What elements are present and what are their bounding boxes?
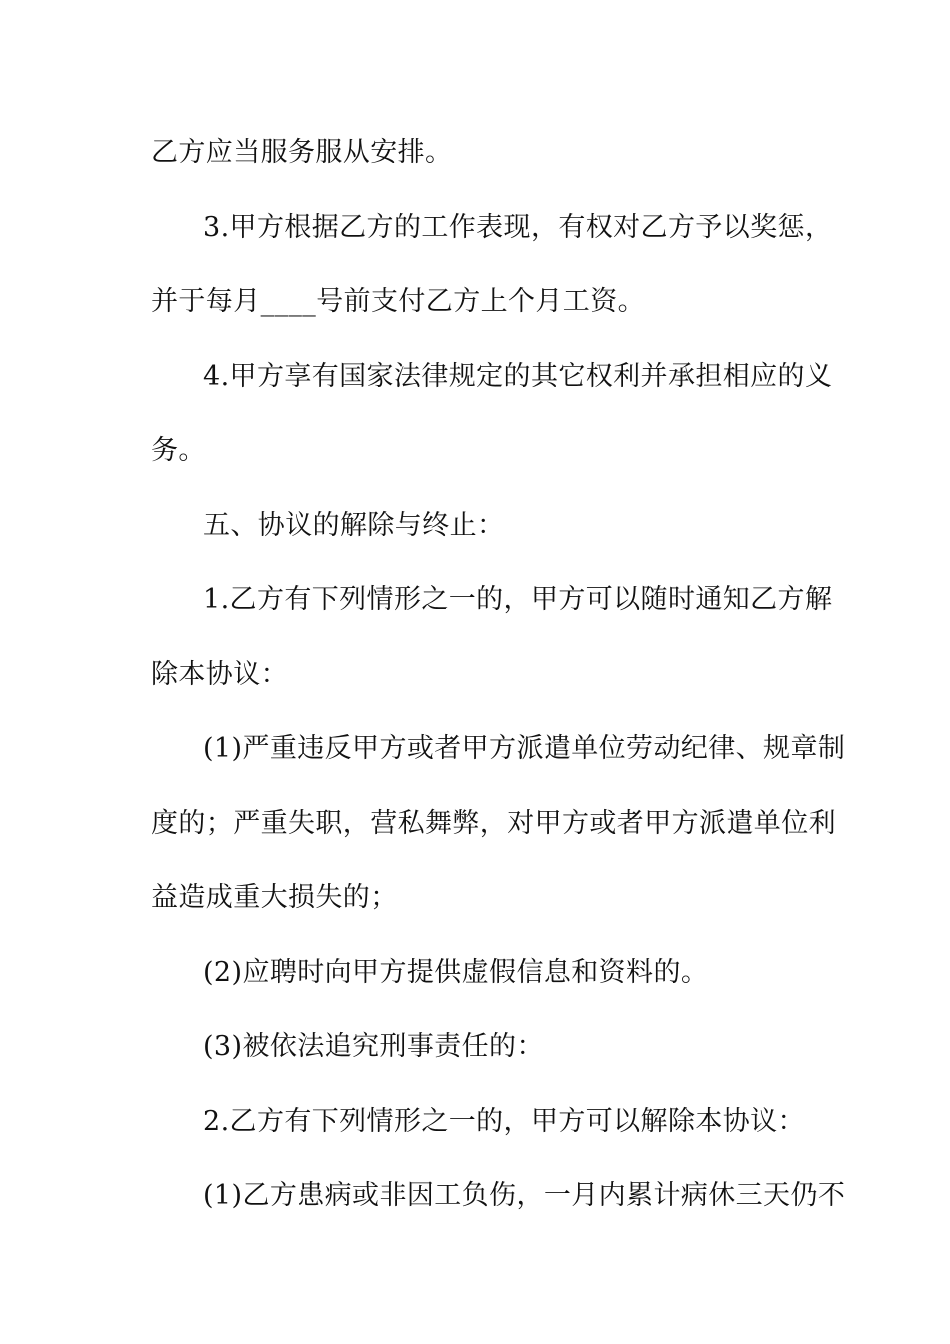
text-line: (1)乙方患病或非因工负伤，一月内累计病休三天仍不 — [203, 1180, 846, 1211]
text-line: 乙方应当服务服从安排。 — [151, 137, 453, 168]
text-line: (3)被依法追究刑事责任的： — [203, 1031, 544, 1062]
text-line: 3.甲方根据乙方的工作表现，有权对乙方予以奖惩， — [203, 212, 833, 243]
text-line: 益造成重大损失的； — [151, 882, 398, 913]
text-line: 除本协议： — [151, 659, 288, 690]
text-line: (2)应聘时向甲方提供虚假信息和资料的。 — [203, 957, 709, 988]
text-line: 度的；严重失职，营私舞弊，对甲方或者甲方派遣单位利 — [151, 808, 836, 839]
text-line: 并于每月____号前支付乙方上个月工资。 — [151, 286, 645, 317]
text-line: 务。 — [151, 435, 206, 466]
text-line: 2.乙方有下列情形之一的，甲方可以解除本协议： — [203, 1106, 805, 1137]
section-heading: 五、协议的解除与终止： — [203, 510, 505, 541]
text-line: (1)严重违反甲方或者甲方派遣单位劳动纪律、规章制 — [203, 733, 846, 764]
text-line: 1.乙方有下列情形之一的，甲方可以随时通知乙方解 — [203, 584, 833, 615]
text-line: 4.甲方享有国家法律规定的其它权利并承担相应的义 — [203, 361, 833, 392]
